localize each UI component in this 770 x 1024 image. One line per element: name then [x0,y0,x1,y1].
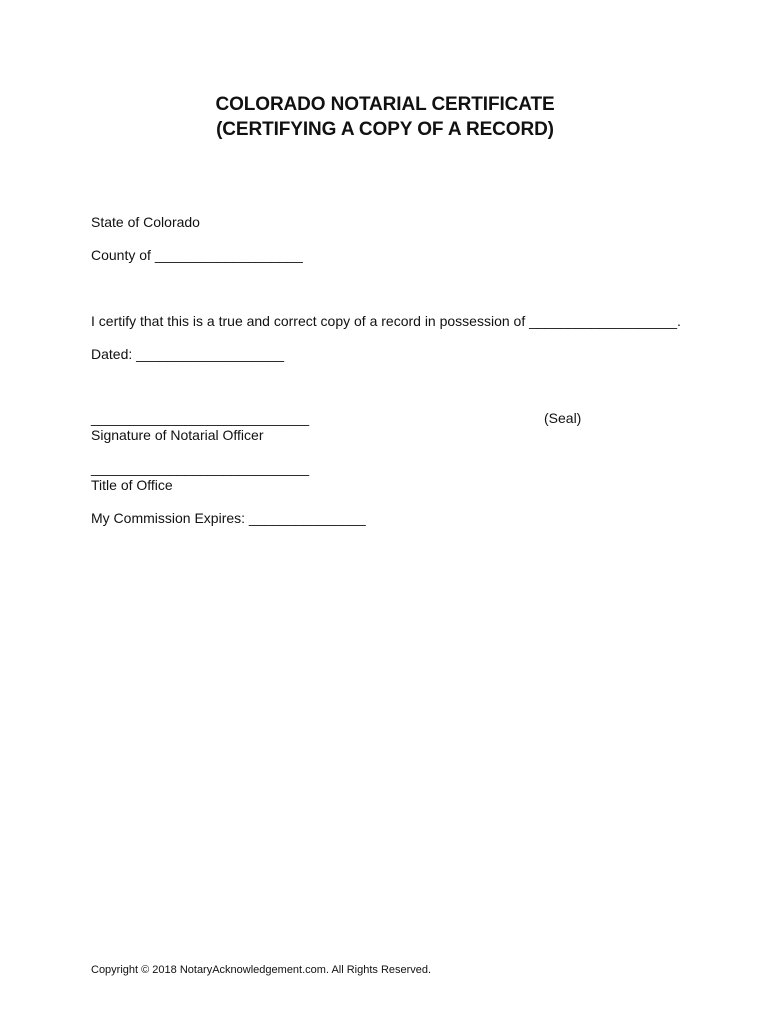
document-title-line-2: (CERTIFYING A COPY OF A RECORD) [216,119,554,140]
signature-blank: ____________________________ [91,410,310,426]
state-line: State of Colorado [91,214,200,230]
document-title-line-1: COLORADO NOTARIAL CERTIFICATE [215,94,555,115]
seal-label: (Seal) [544,410,582,426]
certify-statement: I certify that this is a true and correct copy of a record in possession of ___________________. [91,313,681,329]
dated-line: Dated: ___________________ [91,346,285,362]
title-of-office-blank: ____________________________ [91,460,310,476]
copyright-footer: Copyright © 2018 NotaryAcknowledgement.com. All Rights Reserved. [91,964,432,976]
county-line: County of ___________________ [91,247,303,263]
title-of-office-label: Title of Office [91,477,173,493]
commission-expires-line: My Commission Expires: _______________ [91,510,366,526]
signature-label: Signature of Notarial Officer [91,427,264,443]
